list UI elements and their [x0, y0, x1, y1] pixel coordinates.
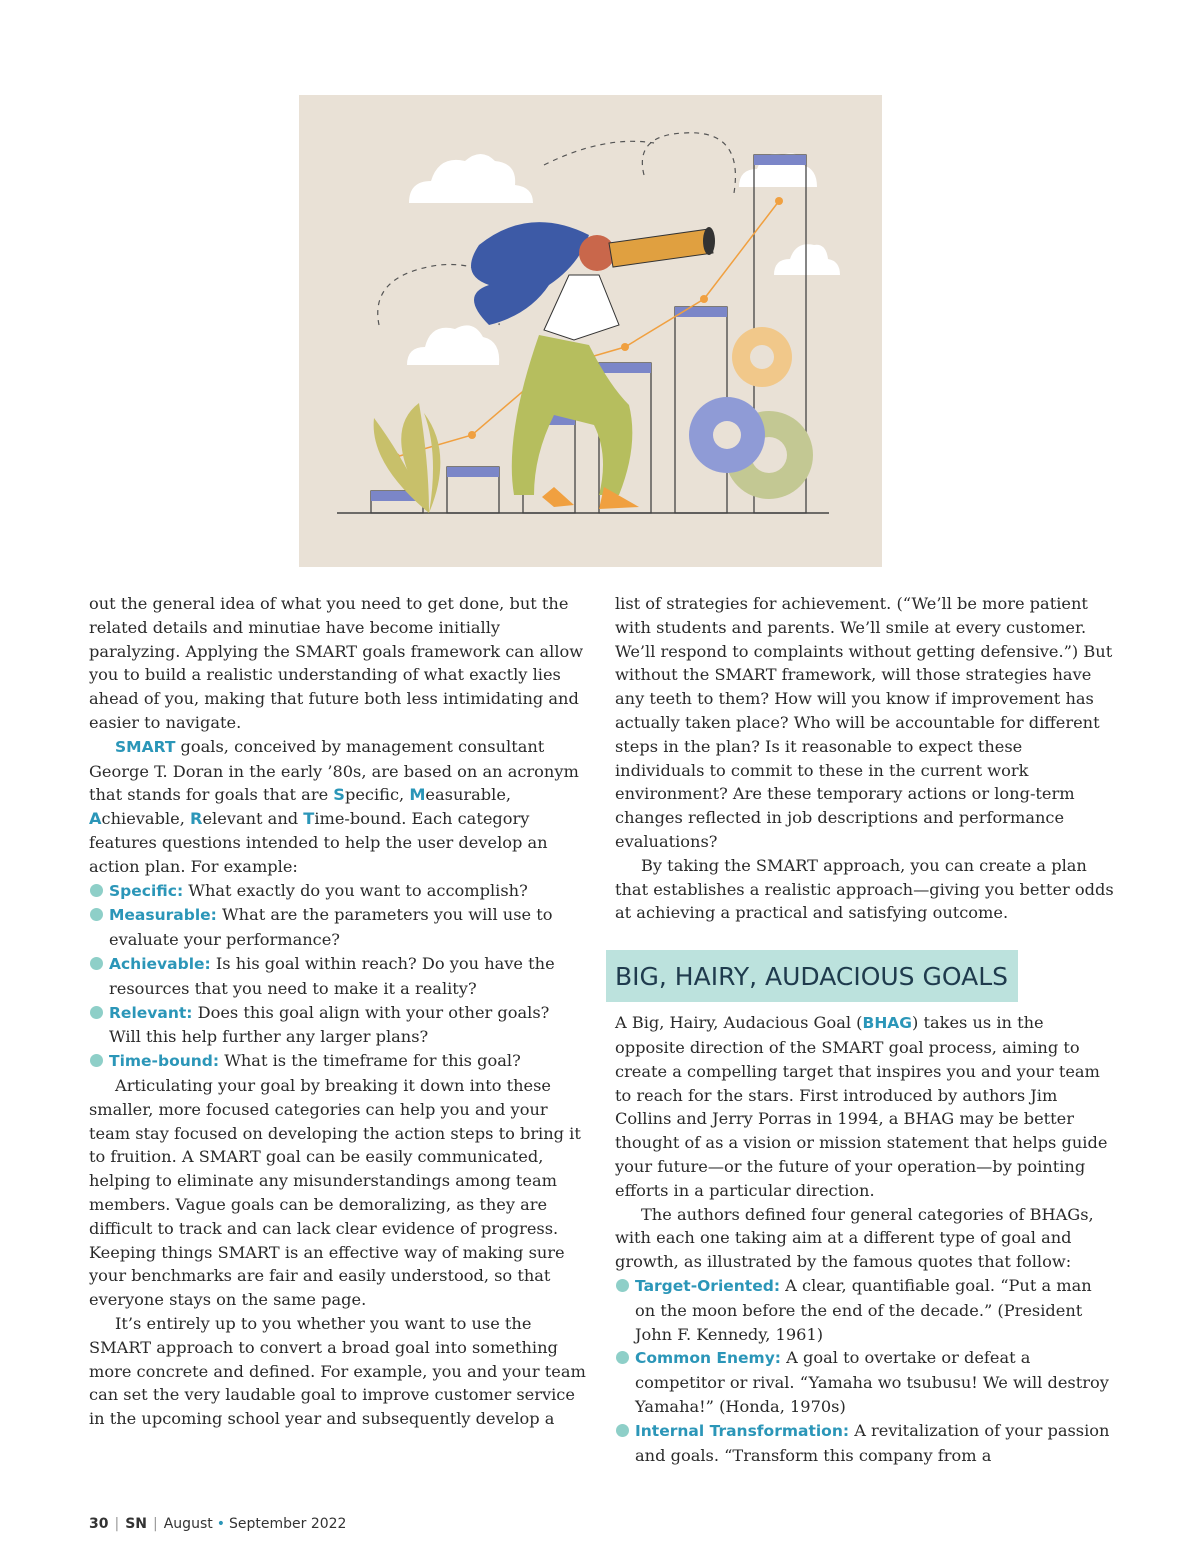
paragraph: The authors defined four general categories of BHAGs, with each one taking aim at a different type of goal and growth, as illustrated by the famous quotes that follow: — [615, 1204, 1094, 1272]
list-item — [615, 1419, 1115, 1468]
divider: | — [114, 1516, 120, 1532]
bullet-separator-icon: • — [216, 1516, 225, 1532]
bullet-label: Target-Oriented: — [635, 1276, 781, 1295]
list-item — [615, 1346, 1115, 1418]
list-item — [89, 879, 586, 904]
text: chievable, — [101, 809, 190, 829]
bullet-dot-icon — [616, 1351, 629, 1364]
bullet-label: Measurable: — [109, 906, 217, 925]
issue-date: September 2022 — [229, 1516, 347, 1532]
paragraph: By taking the SMART approach, you can create a plan that establishes a realistic approach—giving you better odds at achieving a practical and satisfying outcome. — [615, 855, 1114, 923]
bullet-label: Specific: — [109, 881, 184, 900]
gear-icon — [689, 327, 813, 499]
bullet-text: A revitalization of your passion and goals. “Transform this company from a — [635, 1420, 1110, 1465]
smart-intro-paragraph — [89, 735, 586, 879]
text: ime-bound. Each category features questions intended to help the user develop an action plan. For example: — [89, 809, 548, 876]
bullet-dot-icon — [90, 957, 103, 970]
bullet-text: A clear, quantifiable goal. “Put a man on the moon before the end of the decade.” (President John F. Kennedy, 1961) — [635, 1275, 1092, 1344]
text: elevant and — [202, 809, 304, 829]
bullet-dot-icon — [90, 908, 103, 921]
bhag-intro-paragraph — [615, 1011, 1115, 1202]
issue-month: August — [163, 1516, 213, 1532]
bullet-label: Relevant: — [109, 1003, 193, 1022]
list-item — [89, 1049, 586, 1074]
section-heading: BIG, HAIRY, AUDACIOUS GOALS — [606, 950, 1018, 1002]
text: pecific, — [344, 785, 410, 805]
bullet-text: A goal to overtake or defeat a competitor or rival. “Yamaha wo tsubusu! We will destroy Yamaha!” (Honda, 1970s) — [635, 1348, 1109, 1416]
bhag-bullet-list — [615, 1274, 1115, 1467]
list-item — [615, 1274, 1115, 1346]
bullet-label: Common Enemy: — [635, 1349, 781, 1368]
bullet-dot-icon — [90, 1006, 103, 1019]
bullet-text: Does this goal align with your other goals? Will this help further any larger plans? — [109, 1002, 550, 1047]
right-column — [615, 592, 1115, 1467]
text: goals, conceived by management consultant George T. Doran in the early ’80s, are based on an acronym that stands for goals that are — [89, 736, 579, 805]
left-column — [89, 592, 586, 1431]
bullet-dot-icon — [616, 1424, 629, 1437]
acronym-letter: R — [190, 809, 203, 829]
bullet-label: Internal Transformation: — [635, 1421, 850, 1440]
paragraph: out the general idea of what you need to get done, but the related details and minutiae have become initially paralyzing. Applying the SMART goals framework can allow you to build a realistic understanding of what exactly lies ahead of you, making that future both less intimidating and easier to navigate. — [89, 594, 584, 732]
bullet-label: Time-bound: — [109, 1052, 220, 1071]
text: easurable, — [425, 785, 512, 805]
acronym-letter: T — [303, 809, 315, 829]
bhag-term: BHAG — [862, 1014, 913, 1033]
paragraph: Articulating your goal by breaking it down into these smaller, more focused categories can help you and your team stay focused on developing the action steps to bring it to fruition. A SMART goal can be easily communicated, helping to eliminate any misunderstandings among team members. Vague goals can be demoralizing, as they are difficult to track and can lack clear evidence of progress. Keeping things SMART is an effective way of making sure your benchmarks are fair and easily understood, so that everyone stays on the same page. — [89, 1075, 581, 1310]
bullet-dot-icon — [616, 1279, 629, 1292]
goal-illustration — [299, 95, 882, 567]
smart-term: SMART — [115, 737, 176, 756]
smart-bullet-list — [89, 879, 586, 1074]
telescope-illustration-icon — [299, 95, 882, 567]
list-item — [89, 1001, 586, 1050]
text: A Big, Hairy, Audacious Goal ( — [615, 1013, 863, 1033]
bullet-dot-icon — [90, 1054, 103, 1067]
divider: | — [153, 1516, 158, 1532]
list-item — [89, 903, 586, 952]
bullet-dot-icon — [90, 884, 103, 897]
page-number: 30 — [89, 1516, 109, 1532]
bullet-text: What is the timeframe for this goal? — [219, 1051, 521, 1071]
list-item — [89, 952, 586, 1001]
text: ) takes us in the opposite direction of the SMART goal process, aiming to create a compelling target that inspires you and your team to reach for the stars. First introduced by authors Jim Collins and Jerry Porras in 1994, a BHAG may be better thought of as a vision or mission statement that helps guide your future—or the future of your operation—by pointing efforts in a particular direction. — [615, 1013, 1108, 1200]
bullet-text: What exactly do you want to accomplish? — [183, 880, 528, 900]
acronym-letter: M — [409, 785, 426, 805]
bullet-text: What are the parameters you will use to evaluate your performance? — [109, 905, 553, 950]
acronym-letter: S — [333, 785, 345, 805]
paragraph: It’s entirely up to you whether you want to use the SMART approach to convert a broad goal into something more concrete and defined. For example, you and your team can set the very laudable goal to improve customer service in the upcoming school year and subsequently develop a — [89, 1313, 586, 1429]
acronym-letter: A — [89, 809, 102, 829]
bullet-text: Is his goal within reach? Do you have the resources that you need to make it a reality? — [109, 953, 555, 998]
magazine-name: SN — [125, 1516, 148, 1532]
paragraph: list of strategies for achievement. (“We’ll be more patient with students and parents. We’ll smile at every customer. We’ll respond to complaints without getting defensive.”) But without the SMART framework, will those strategies have any teeth to them? How will you know if improvement has actually taken place? Who will be accountable for different steps in the plan? Is it reasonable to expect these individuals to commit to these in the current work environment? Are these temporary actions or long-term changes reflected in job descriptions and performance evaluations? — [615, 594, 1113, 851]
bullet-label: Achievable: — [109, 954, 211, 973]
page-footer — [89, 1516, 346, 1532]
